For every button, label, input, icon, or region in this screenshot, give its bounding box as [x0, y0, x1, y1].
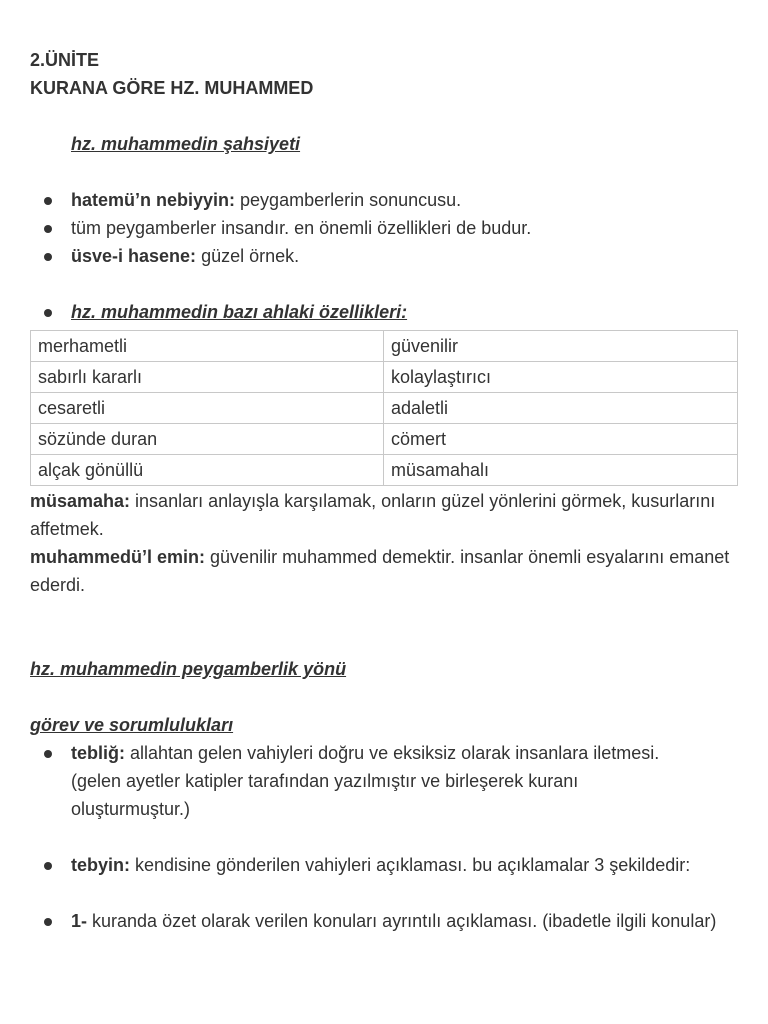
- traits-table: [30, 330, 738, 486]
- bullet-icon: [44, 225, 52, 233]
- table-cell: sabırlı kararlı: [31, 362, 384, 393]
- table-cell: kolaylaştırıcı: [384, 362, 738, 393]
- list-item: tüm peygamberler insandır. en önemli özellikleri de budur.: [71, 218, 532, 238]
- table-row: [31, 362, 738, 393]
- definition-musamaha: müsamaha: insanları anlayışla karşılamak, onların güzel yönlerini görmek, kusurlarını affetmek.: [30, 491, 716, 539]
- table-cell: cömert: [384, 424, 738, 455]
- table-row: [31, 331, 738, 362]
- section-heading-sahsiyet: hz. muhammedin şahsiyeti: [71, 134, 301, 154]
- table-row: [31, 393, 738, 424]
- table-cell: alçak gönüllü: [31, 455, 384, 486]
- bullet-icon: [44, 309, 52, 317]
- bullet-icon: [44, 862, 52, 870]
- table-cell: cesaretli: [31, 393, 384, 424]
- section-heading-peygamberlik: hz. muhammedin peygamberlik yönü: [30, 659, 347, 679]
- table-row: [31, 455, 738, 486]
- table-cell: merhametli: [31, 331, 384, 362]
- list-item: üsve-i hasene: güzel örnek.: [71, 246, 300, 266]
- table-cell: müsamahalı: [384, 455, 738, 486]
- definition-muhammedul-emin: muhammedü’l emin: güvenilir muhammed demektir. insanlar önemli esyalarını emanet ederdi.: [30, 547, 730, 595]
- table-cell: sözünde duran: [31, 424, 384, 455]
- list-item: 1- kuranda özet olarak verilen konuları ayrıntılı açıklaması. (ibadetle ilgili konular): [71, 911, 717, 931]
- table-cell: adaletli: [384, 393, 738, 424]
- bullet-icon: [44, 918, 52, 926]
- traits-heading: hz. muhammedin bazı ahlaki özellikleri:: [71, 302, 408, 322]
- list-item: tebliğ: allahtan gelen vahiyleri doğru ve eksiksiz olarak insanlara iletmesi. (gelen ayetler katipler tarafından yazılmıştır ve birleşerek kuranı oluşturmuştur.): [71, 743, 660, 819]
- bullet-icon: [44, 253, 52, 261]
- table-cell: güvenilir: [384, 331, 738, 362]
- list-item: hatemü’n nebiyyin: peygamberlerin sonuncusu.: [71, 190, 462, 210]
- unit-label: 2.ÜNİTE: [30, 50, 100, 70]
- bullet-icon: [44, 750, 52, 758]
- list-item: tebyin: kendisine gönderilen vahiyleri açıklaması. bu açıklamalar 3 şekildedir:: [71, 855, 691, 875]
- bullet-icon: [44, 197, 52, 205]
- table-row: [31, 424, 738, 455]
- subheading-gorev: görev ve sorumlulukları: [30, 715, 234, 735]
- page-title: KURANA GÖRE HZ. MUHAMMED: [30, 78, 314, 98]
